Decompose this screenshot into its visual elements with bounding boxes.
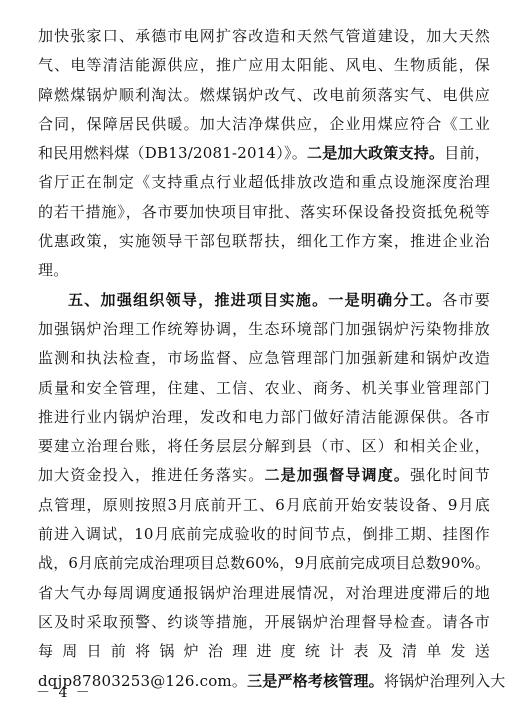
section-heading: 五、加强组织领导，推进项目实施。	[68, 290, 329, 309]
text-line	[38, 579, 490, 608]
text-segment: 强化时间节	[410, 466, 490, 485]
text-segment: 和民用燃料煤（DB13/2081-2014）》。	[38, 144, 307, 163]
text-segment: 质量和安全管理，住建、工信、农业、商务、机关事业管理部门	[38, 378, 490, 397]
text-line	[38, 549, 490, 578]
text-line	[38, 198, 490, 227]
text-line	[38, 637, 490, 666]
text-segment: 将锅炉治理列入大	[383, 671, 506, 690]
text-segment: 每周日前将锅炉治理进度统计表及清单发送	[38, 642, 490, 661]
text-segment: 推进行业内锅炉治理，发改和电力部门做好清洁能源保供。各市	[38, 407, 490, 426]
text-segment: 目前，	[444, 144, 490, 163]
bold-heading: 三是严格考核管理。	[247, 671, 384, 690]
text-line	[38, 667, 506, 696]
text-segment: 前进入调试，10月底前完成验收的时间节点，倒排工期、挂图作	[38, 525, 490, 544]
text-line	[38, 403, 490, 432]
bold-heading: 二是加强督导调度。	[264, 466, 411, 485]
bold-heading: 二是加大政策支持。	[307, 144, 445, 163]
text-segment: 加大资金投入，推进任务落实。	[38, 466, 265, 485]
text-segment: 要建立治理台账，将任务层层分解到县（市、区）和相关企业，	[38, 437, 490, 456]
text-segment: 区及时采取预警、约谈等措施，开展锅炉治理督导检查。请各市	[38, 612, 490, 631]
text-segment: 省大气办每周调度通报锅炉治理进展情况，对治理进度滞后的地	[38, 583, 490, 602]
text-segment: 的若干措施》，各市要加快项目审批、落实环保设备投资抵免税等	[38, 202, 490, 221]
text-line	[38, 520, 490, 549]
text-line	[38, 168, 490, 197]
text-line	[38, 461, 490, 490]
text-segment: 点管理，原则按照3月底前开工、6月底前开始安装设备、9月底	[38, 495, 490, 514]
text-segment: 合同，保障居民供暖。加大洁净煤供应，企业用煤应符合《工业	[38, 114, 490, 133]
text-line	[38, 139, 490, 168]
text-segment: 气、电等清洁能源供应，推广应用太阳能、风电、生物质能，保	[38, 56, 490, 75]
text-line	[38, 432, 490, 461]
text-segment: 省厅正在制定《支持重点行业超低排放改造和重点设施深度治理	[38, 173, 490, 192]
text-segment: 优惠政策，实施领导干部包联帮扶，细化工作方案，推进企业治	[38, 232, 490, 251]
text-line	[38, 22, 490, 51]
text-line	[38, 344, 490, 373]
section-heading-line	[38, 286, 490, 315]
text-line	[38, 608, 490, 637]
bold-heading: 一是明确分工。	[328, 290, 443, 309]
text-line	[38, 374, 490, 403]
text-segment: 战，6月底前完成治理项目总数60%，9月底前完成项目总数90%。	[38, 554, 491, 573]
text-segment: 障燃煤锅炉顺利淘汰。燃煤锅炉改气、改电前须落实气、电供应	[38, 85, 490, 104]
text-line	[38, 227, 490, 256]
email-address: dqjp87803253@126.com。	[38, 671, 248, 690]
document-body	[38, 22, 506, 696]
page-number: － 4 －	[36, 685, 92, 701]
text-segment: 理。	[38, 261, 69, 280]
text-line	[38, 256, 490, 285]
text-line	[38, 110, 490, 139]
text-segment: 监测和执法检查，市场监督、应急管理部门加强新建和锅炉改造	[38, 349, 490, 368]
text-line	[38, 81, 490, 110]
text-segment: 各市要	[442, 290, 490, 309]
text-segment: 加强锅炉治理工作统筹协调，生态环境部门加强锅炉污染物排放	[38, 319, 490, 338]
text-segment: 加快张家口、承德市电网扩容改造和天然气管道建设，加大天然	[38, 27, 490, 45]
text-line	[38, 491, 490, 520]
text-line	[38, 315, 490, 344]
text-line	[38, 51, 490, 80]
